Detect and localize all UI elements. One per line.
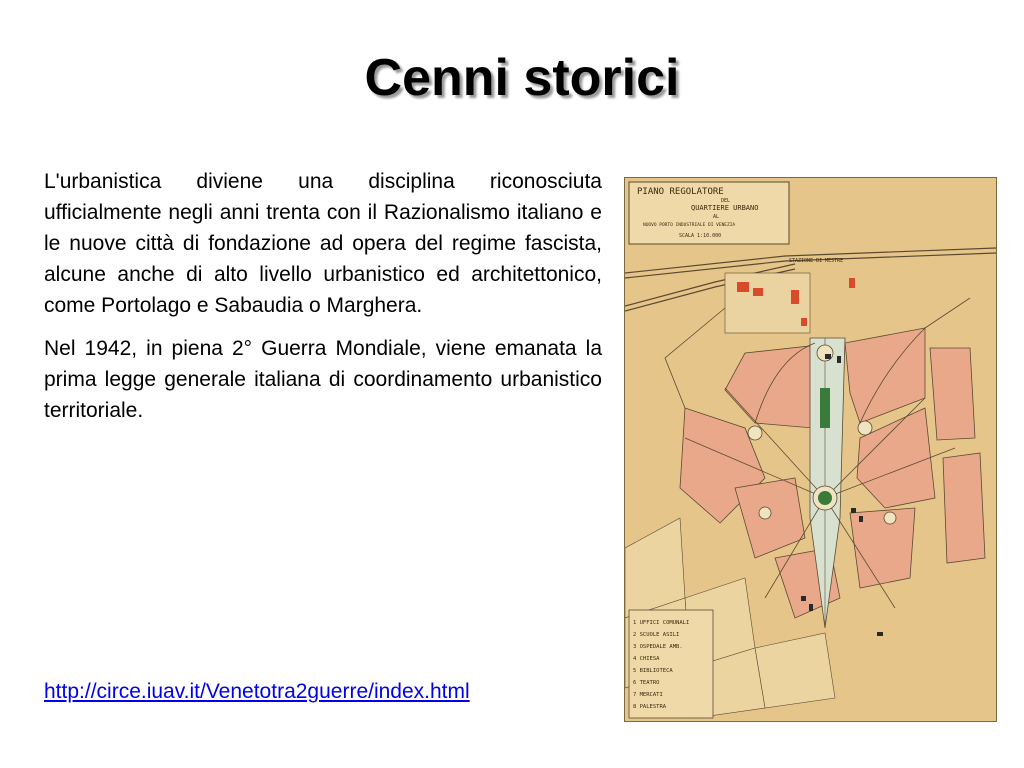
map-legend-box xyxy=(629,610,713,718)
legend-item: 5 BIBLIOTECA xyxy=(633,668,673,674)
legend-item: 4 CHIESA xyxy=(633,656,660,662)
map-title-line-1: PIANO REGOLATORE xyxy=(637,187,724,197)
map-title-line-2: DEL xyxy=(721,198,731,204)
paragraph-legge-1942: Nel 1942, in piena 2° Guerra Mondiale, viene emanata la prima legge generale italiana di coordinamento urbanistico territoriale. xyxy=(44,337,602,422)
map-title-line-5: NUOVO PORTO INDUSTRIALE DI VENEZIA xyxy=(643,223,736,228)
source-link[interactable]: http://circe.iuav.it/Venetotra2guerre/index.html xyxy=(44,680,470,703)
legend-item: 3 OSPEDALE AMB. xyxy=(633,644,683,650)
central-garden xyxy=(818,491,832,505)
station-label: STAZIONE DI MESTRE xyxy=(789,258,844,264)
legend-item: 7 MERCATI xyxy=(633,692,663,698)
legend-item: 1 UFFICI COMUNALI xyxy=(633,620,690,626)
avenue-garden xyxy=(820,388,830,428)
legend-item: 8 PALESTRA xyxy=(633,704,667,710)
city-plan-map xyxy=(624,177,997,722)
map-scale: SCALA 1:10.000 xyxy=(679,233,722,239)
legend-item: 2 SCUOLE ASILI xyxy=(633,632,680,638)
map-title-line-3: QUARTIERE URBANO xyxy=(691,204,759,212)
city-plan-drawing xyxy=(625,178,997,722)
paragraph-urbanistica: L'urbanistica diviene una disciplina riconosciuta ufficialmente negli anni trenta con il Razionalismo italiano e le nuove città di fondazione ad opera del regime fascista, alcune anche di alto livello urbanistico ed architettonico, come Portolago e Sabaudia o Marghera. xyxy=(44,170,602,317)
map-title-line-4: AL xyxy=(713,214,720,220)
legend-item: 6 TEATRO xyxy=(633,680,660,686)
slide-body xyxy=(44,166,602,438)
slide-title: Cenni storici xyxy=(364,49,680,107)
